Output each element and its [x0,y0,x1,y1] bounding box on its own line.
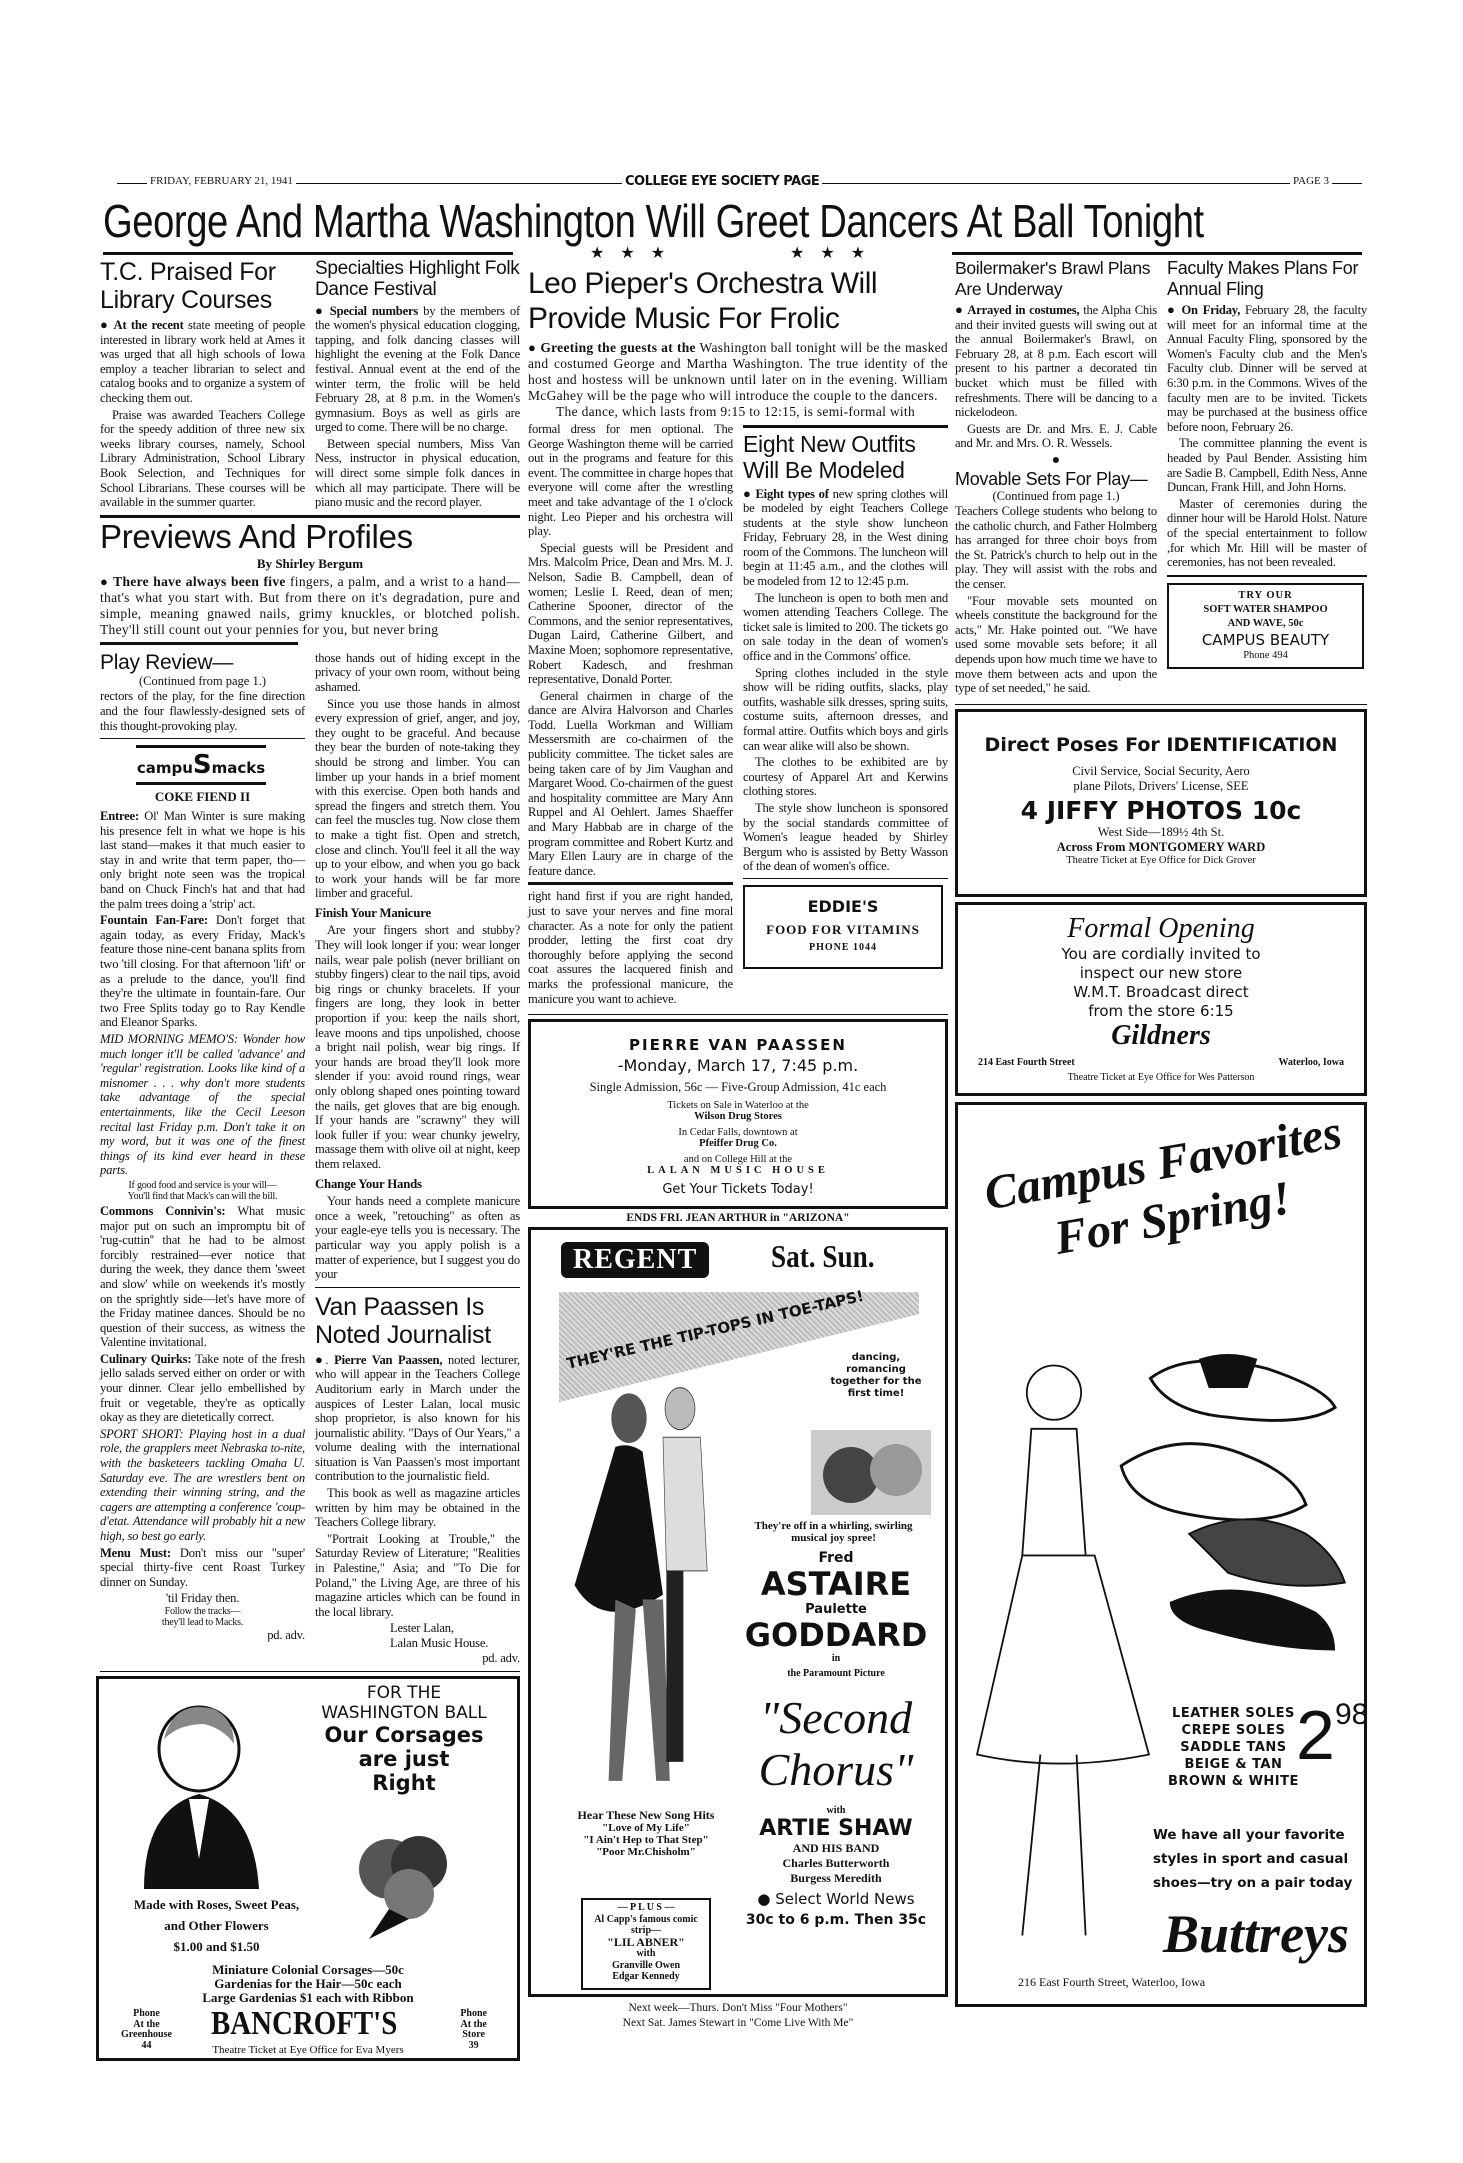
previews-p3: Your hands need a complete manicure once a week, "retouching" as often as your eagle-eye tells you is necessary. The particular way you apply polish is a matter of experience, but I suggest you do your [315,1194,520,1282]
buttreys-logo: Buttreys [1163,1903,1350,1964]
ends-friday-notice: ENDS FRI. JEAN ARTHUR in "ARIZONA" [626,1212,850,1225]
jiffy-addr: West Side—189½ 4th St. [1097,824,1225,839]
leo-lead: Greeting the guests at the [540,340,696,355]
regent-title1: "Second [759,1692,913,1744]
regent-with: with [826,1805,846,1817]
masthead-page: PAGE 3 [1290,175,1332,187]
bancroft-x2: Gardenias for the Hair—50c each [214,1976,402,1992]
regent-c2: Burgess Meredith [790,1871,882,1886]
jiffy-ticket: Theatre Ticket at Eye Office for Dick Grover [1066,854,1256,866]
movable-title: Movable Sets For Play— [955,468,1148,489]
column-two [315,651,520,1665]
ad-eddies [743,885,943,969]
previews-p2: Are your fingers short and stubby? They will look longer if you: wear longer nails, wear pale polish (never brilliant on stubby fingers) clear to the nail tips, avoid big rings or chunky bracelets. If your fingers are long, they look in better proportion if you: keep the nails short, leave moons and tips unpolished, choose a bright nail polish, wear big rings. If your hands are broad they'll look more slender if you: avoid round rings, wear only oblong shaped ones pointing toward the nails, get gloves that are big enough. If your hands are "scrawny" they will look fuller if you: wear chunky jewelry, massage them with olive oil at night, keep them relaxed. [315,923,520,1171]
regent-c1: Charles Butterworth [782,1856,890,1871]
column-six [1167,258,1367,669]
article-title: Specialties Highlight Folk Dance Festival [315,258,520,301]
nextweek-l1: Next week—Thurs. Don't Miss "Four Mothers" [628,2002,848,2015]
column-three [528,422,733,1008]
bancrofts-logo: BANCROFT'S [211,2005,398,2043]
bancroft-ticket: Theatre Ticket at Eye Office for Eva Myers [212,2044,404,2057]
masthead [117,175,1362,191]
leo-p-0: formal dress for men optional. The George Washington theme will be carried out in the programs and feature for this event. The committee in charge hopes that everyone will come after the wrestling meet and take advantage of the 1 o'clock night. Leo Pieper and his orchestra will play. [528,422,734,539]
folk-lead: Special numbers [329,303,419,318]
leo-wide2: The dance, which lasts from 9:15 to 12:15, is semi-formal with [556,404,916,419]
pvp_ad-l5: and on College Hill at the [683,1154,793,1166]
regent-plus1: Al Capp's famous comic strip— [594,1913,698,1937]
bancroft-h5: Right [372,1771,436,1796]
faculty-p-1: The committee planning the event is headed by Paul Bender. Assisting him are Sadie B. Campbell, Edith Ness, Anne Duncan, Frank Hill, and John Horns. [1167,436,1367,495]
outfits-p-3: The clothes to be exhibited are by courtesy of Apparel Art and Kerwins clothing stores. [743,755,948,799]
regent-plus2: "LIL ABNER" [607,1934,685,1949]
price [1296,1695,1369,1774]
ad-jiffy-photos [955,709,1367,897]
jiffy-title: Direct Poses For IDENTIFICATION [984,733,1338,756]
smacks-menu_l: Menu Must: [100,1545,171,1560]
previews-continued [315,651,520,1282]
leo-p-2: General chairmen in charge of the dance are Alvira Halvorson and Charles Todd. Luella Workman and William Messersmith are co-chairmen of the publicity committee. The ticket sales are being taken care of by Jim Vaughan and Margaret Wood. Co-chairmen of the guest and hospitality committee are Mary Ann Ruppel and Al Oehlert. James Shaeffer and Mary Habbab are in charge of the program committee and Robert Kurtz and Mary Ellen Laury are in charge of the feature dance. [528,688,733,878]
play-cont: (Continued from page 1.) [138,674,267,689]
bancroft-m3: $1.00 and $1.50 [173,1939,260,1955]
regent-in: in [831,1653,841,1665]
smacks-logo_a: campu [136,759,193,778]
regent-fred: Fred [818,1550,854,1567]
stars-left: ★ ★ ★ [590,245,672,262]
bancroft-lp3: Greenhouse [121,2029,172,2041]
buttreys-tag1: We have all your favorite [1153,1826,1345,1843]
buttreys-soles-0: LEATHER SOLES [1172,1705,1295,1721]
pvp_ad-date: -Monday, March 17, 7:45 p.m. [617,1056,859,1076]
play-p: rectors of the play, for the fine direction and the four flawlessly-designed sets of this thought-provoking play. [100,689,305,733]
beauty-name: CAMPUS BEAUTY [1201,630,1330,649]
right-columns [955,258,1367,2007]
bancroft-x3: Large Gardenias $1 each with Ribbon [202,1990,414,2006]
corsage-illustration [339,1824,469,1944]
girl-illustration [968,1335,1158,1975]
outfits-lead: Eight types of [755,486,829,501]
gildners-ticket: Theatre Ticket at Eye Office for Wes Patterson [1067,1071,1255,1083]
eddies-name: EDDIE'S [807,896,879,916]
banner-headline: George And Martha Washington Will Greet Dancers At Ball Tonight [103,195,1204,247]
vanp-title: Van Paassen Is Noted Journalist [315,1292,491,1349]
regent-songs-0: "Love of My Life" [602,1822,690,1835]
faculty-p-2: Master of ceremonies during the dinner hour will be Harold Holst. Nature of the special entertainment to follow ,for which Mr. Hill will be master of ceremonies, has not been revealed. [1167,496,1367,570]
movable-cont: (Continued from page 1.) [992,489,1120,504]
smacks-jingle2: You'll find that Mack's can will the bill. [127,1190,278,1202]
beauty-l3: AND WAVE, 50c [1227,617,1304,629]
ad-regent-theatre: REGENT Sat. Sun. THEY'RE THE TIP-TOPS IN TOE-TAPS! dancing, romancing together for the first time! They're off in a whirling, swirling musical joy spree! Fred ASTAIRE Paulette GODDARD in the Paramount Picture "Second Chorus" with ARTIE SHAW AND HIS BAND Charles Butterworth Burgess Meredith ● Select World News 30c to 6 p.m. Then 35c Hear These New Song Hits "Love of My Life" "I Ain't Hep to That Step" "Poor Mr.Chisholm" — P L U S — Al Capp's famous comic strip— "LIL ABNER" with Granville Owen Edgar Kennedy [528,1227,948,1997]
regent-plus: — P L U S — [617,1902,675,1914]
left-columns [100,258,520,2061]
regent-bubble: dancing, romancing together for the first time! [830,1352,922,1400]
folk-p-0: by the members of the women's physical education clogging, tapping, and folk dancing classes will highlight the evening at the Folk Dance festival. Annual event at the end of the winter term, the frolic will be held February 28, at 8 p.m. in the Women's gymnasium. Boys as well as girls are urged to come. There will be no charge. [315,303,520,435]
previews-title: Previews And Profiles [100,517,413,555]
smacks-memo_l: MID MORNING MEMO'S: [100,1032,238,1046]
jiffy-big: 4 JIFFY PHOTOS 10c [1020,795,1302,825]
ad-pierre-van-paassen [528,1019,948,1209]
jiffy-l2: plane Pilots, Drivers' License, SEE [1073,778,1249,793]
vanp-p-0: noted lecturer, who will appear in the Teachers College Auditorium early in March under the auspices of Lester Lalan, local music shop proprietor, is also known for his journalistic ability. "Days of Our Years," a volume dealing with the international situation is Van Paassen's most important contribution to the journalistic field. [315,1352,521,1484]
faculty-lead: On Friday, [1181,303,1241,317]
ad-bancrofts [96,1676,520,2061]
smacks-title: COKE FIEND II [154,789,251,805]
previews-lead: There have always been five [113,573,286,589]
article-eight-outfits: Eight New Outfits Will Be Modeled ● Eight types of new spring clothes will be modeled by eight Teachers College students at the style show luncheon Friday, February 28, in the West dining room of the Commons. The luncheon will begin at 11:45 a.m., and the clothes will be modeled from 12 to 12:45 p.m. The luncheon is open to both men and women attending Teachers College. The ticket sale is limited to 200. The tickets go on sale today in the dean of women's office and in the Commons' office. Spring clothes included in the style show will be riding outfits, slacks, play outfits, washable silk dresses, spring suits, costume suits, afternoon dresses, and formal attire. Outfits which boys and girls can wear alike will also be shown. The clothes to be exhibited are by courtesy of Apparel Art and Kerwins clothing stores. The style show luncheon is sponsored by the social standards committee of Women's league headed by Shirley Bergum who is assisted by Betty Wasson of the dean of women's office. [743,431,949,874]
plus-lil-abner-box [581,1898,711,1990]
article-faculty-fling: Faculty Makes Plans For Annual Fling ● On Friday, February 28, the faculty will meet for an informal time at the Annual Faculty Fling, sponsored by the Women's Faculty club and the Men's Faculty club. Dinner will be served at 6:30 p.m. in the Commons. Wives of the faculty men are to be invited. Tickets may be purchased at the business office before noon, February 26. The committee planning the event is headed by Paul Bender. Assisting him are Sadie B. Campbell, Edith Ness, Anne Duncan, Frank Hill, and John Horns. Master of ceremonies during the dinner hour will be Harold Holst. Nature of the special entertainment to follow ,for which Mr. Hill will be master of ceremonies, has not been revealed. [1167,258,1367,570]
gildners-city: Waterloo, Iowa [1278,1056,1344,1068]
beauty-phone: Phone 494 [1243,649,1288,661]
vanp-lead: Pierre Van Paassen, [334,1352,443,1367]
regent-plus5: Edgar Kennedy [612,1971,680,1983]
smacks-culinary: Take note of the fresh jello salads served either on order or with your dinner. Clear jello embellished by fruit or vegetable, they're as optically okay as they are dietetically correct. [100,1351,305,1425]
column-four [743,422,948,969]
outfits-p-2: Spring clothes included in the style show will be riding outfits, slacks, play outfits, washable silk dresses, spring suits, costume suits, afternoon dresses, and formal attire. Outfits which boys and girls can wear alike will also be shown. [743,665,948,753]
buttreys-soles-4: BROWN & WHITE [1168,1773,1299,1789]
smacks-commons: What music major put on such an impromptu bit of 'rug-cuttin'' that he had to be almost forcibly restrained—ever notice that during the week, they dance them 'sweet and slow' while on weekends it's mostly on the sprightly side—let's have more of the Friday matinee dances. Should be no question of their success, as witness the Valentine invitational. [100,1203,305,1350]
vanp-pd: pd. adv. [482,1650,520,1665]
smacks-fountain: Don't forget that again today, as every Friday, Mack's feature those nine-cent banana splits from two 'till closing. For that afternoon 'lift' or as a prelude to the dance, you'll find they're the ultimate in fountain-fare. Our two Free Splits today go to Ray Kendle and Eleanor Sparks. [100,913,305,1030]
bancroft-h1: FOR THE [366,1683,442,1704]
stars-right: ★ ★ ★ [790,245,872,262]
beauty-l1: TRY OUR [1238,589,1293,601]
regent-title2: Chorus" [758,1744,914,1796]
bancroft-h4: are just [358,1747,450,1772]
campus-favorites-script: Campus Favorites For Spring! [980,1105,1346,1265]
gildners-title: Formal Opening [1067,912,1255,944]
buttreys-soles-2: SADDLE TANS [1180,1739,1287,1755]
bancroft-rp1: Phone [460,2008,487,2020]
pvp_ad-l4: Pfeiffer Drug Co. [699,1138,777,1150]
pvp_ad-name: PIERRE VAN PAASSEN [629,1036,847,1055]
previews-intro: fingers, a palm, and a wrist to a hand—that's what you start with. But from there on it's degradation, pure and simple, meaning gnawed nails, grimy knuckles, or blotched polish. They'll still count out your pennies for you, but never bring [100,573,520,637]
smacks-menu: Don't miss our "super' special thirty-five cent Roast Turkey dinner on Sunday. [100,1545,305,1589]
tc-lead: At the recent [113,318,184,332]
vanp-p-2: "Portrait Looking at Trouble," the Saturday Review of Literature; "Realities in Palestine," Asia; and "To Die for Poland," the Living Age, are three of his magazine articles which can be found in the local library. [315,1531,520,1619]
gildners-l4: from the store 6:15 [1088,1001,1234,1020]
bancroft-lp4: 44 [141,2039,152,2051]
smacks-til: 'til Friday then. [165,1591,240,1606]
article-title: T.C. Praised For Library Courses [100,258,276,314]
previews-sub2: Change Your Hands [315,1176,422,1191]
nextweek-l2: Next Sat. James Stewart in "Come Live With Me" [622,2017,854,2030]
tc-p-1: Praise was awarded Teachers College for the speedy addition of three new six weeks library courses, namely, School Library Administration, School Library Book Selection, and Techniques for School Librarians. These courses will be available in the summer quarter. [100,407,305,510]
jiffy-across: Across From MONTGOMERY WARD [1056,839,1266,854]
bancroft-m1: Made with Roses, Sweet Peas, [133,1897,300,1913]
folk-p-1: Between special numbers, Miss Van Ness, instructor in physical education, will direct some simple folk dances in which all may participate. There will be piano music and the record player. [315,436,520,510]
smacks-follow1: Follow the tracks— [164,1605,241,1617]
faculty-title: Faculty Makes Plans For Annual Fling [1167,258,1359,299]
leo-intro: Washington ball tonight will be the masked and costumed George and Martha Washington. The true identity of the host and hostess will be unknown until later on in the evening. William McGahey will be the page who will introduce the couple to the dancers. [528,340,948,403]
regent-goddard: GODDARD [744,1616,928,1655]
gildners-l3: W.M.T. Broadcast direct [1073,982,1249,1001]
regent-astaire: ASTAIRE [760,1565,912,1604]
ad-buttreys [955,1102,1367,2007]
regent-news: Select World News [775,1890,915,1909]
smacks-sport: Playing host in a dual role, the grapplers meet Nebraska to-nite, with the basketeers tackling Omaha U. Saturday eve. The are wrestlers bent on extending their winning string, and the cagers are attempting a conference 'coup-d'etat. Attendance will probably hit a new high, so best go early. [100,1426,306,1543]
bancroft-h2: WASHINGTON BALL [321,1703,487,1724]
bancroft-rp2: At the [460,2018,487,2030]
bancroft-m2: and Other Flowers [164,1918,269,1934]
outfits-p-4: The style show luncheon is sponsored by the social standards committee of Women's league headed by Shirley Bergum who is assisted by Betty Wasson of the dean of women's office. [743,800,948,874]
smacks-commons_l: Commons Connivin's: [100,1203,226,1218]
george-washington-portrait [129,1699,269,1889]
leo-p-1: Special guests will be President and Mrs. Malcolm Price, Dean and Mrs. M. J. Nelson, Sadie B. Campbell, dean of women; Leslie I. Reed, dean of men; Catherine Spooner, director of the Commons, and the senior representatives, Dugan Laird, Catherine Gilbert, and Maxine Moen; sophomore representative, Robert Kadesch, and freshman representative, Donald Porter. [528,540,733,687]
gildners-l1: You are cordially invited to [1061,944,1261,963]
masthead-date: FRIDAY, FEBRUARY 21, 1941 [147,175,296,187]
bancroft-x1: Miniature Colonial Corsages—50c [212,1962,404,1978]
pvp_ad-admission: Single Admission, 56c — Five-Group Admission, 41c each [589,1080,887,1095]
smacks-logo_b: macks [211,759,266,778]
bancroft-h3: Our Corsages [324,1723,484,1748]
smacks-pd: pd. adv. [267,1627,305,1642]
article-folk-dance: Specialties Highlight Folk Dance Festival ● Special numbers by the members of the women's physical education clogging, tapping, and folk dancing classes will highlight the evening at the Folk Dance festival. Annual event at the end of the winter term, the frolic will be held February 28, at 8 p.m. in the Women's gymnasium. Boys as well as girls are urged to come. There will be no charge. Between special numbers, Miss Van Ness, instructor in physical education, will direct some simple folk dances in which all may participate. There will be piano music and the record player. [315,258,520,510]
buttreys-price_small: 98 [1334,1697,1369,1731]
column-five: Boilermaker's Brawl Plans Are Underway ● Arrayed in costumes, the Alpha Chis and their invited guests will swing out at the annual Boilermaker's Brawl, on February 28, at 8 p.m. Each escort will present to his partner a decorated tin bucket which must be filled with refreshments. There will be dancing to a nickelodeon. Guests are Dr. and Mrs. E. J. Cable and Mr. and Mrs. O. R. Wessels. ● Movable Sets For Play— (Continued from page 1.) Teachers College students who belong to the catholic church, and Father Holmberg has arranged for three choir boys from the St. Patrick's church to help out in the play. They will assist with the robs and the censer. "Four movable sets mounted on wheels constitute the background for the acts," Mr. Hake pointed out. "We have used some movable sets before; it all depends upon how much time we have to move them between acts and upon the type of set needed," he said. [955,258,1158,696]
middle-columns [528,266,948,2031]
leo-body [528,422,733,878]
eddies-line: FOOD FOR VITAMINS [766,921,920,937]
couple-portrait-photo [811,1430,931,1515]
regent-paramount: the Paramount Picture [787,1668,885,1680]
previews-intro: ● There have always been five fingers, a palm, and a wrist to a hand—that's what you start with. But from there on it's degradation, pure and simple, meaning gnawed nails, grimy knuckles, or blotched polish. They'll still count out your pennies for you, but never bring [100,573,520,637]
bancroft-lp2: At the [133,2018,160,2030]
boiler-p-1: Guests are Dr. and Mrs. E. J. Cable and Mr. and Mrs. O. R. Wessels. [955,421,1157,451]
regent-artie: ARTIE SHAW [759,1816,913,1842]
column-campus-smacks [100,651,305,1643]
boiler-title: Boilermaker's Brawl Plans Are Underway [955,258,1151,299]
next-week-notice [528,2001,948,2031]
leo-pieper-title: Leo Pieper's Orchestra Will Provide Music For Frolic [528,267,878,335]
buttreys-price_big: 2 [1296,1695,1335,1774]
smacks-memo: Wonder how much longer it'll be called 'advance' and 'regular' registration. Looks like kind of a misnomer . . . why don't more students take advantage of the special entertainments, like the Cecil Leeson recital last Friday p.m. Don't take it on my word, but it was one of the finest things of its kind ever heard in these parts. [100,1032,305,1178]
dancing-couple-photo [561,1380,731,1800]
previews-end [528,889,733,1006]
article-van-paassen: Van Paassen Is Noted Journalist ●. Pierre Van Paassen, noted lecturer, who will appear in the Teachers College Auditorium early in March under the auspices of Lester Lalan, local music shop proprietor, is also known for his journalistic ability. "Days of Our Years," a volume dealing with the international situation is Van Paassen's most important contribution to the journalistic field. This book as well as magazine articles written by him may be obtained in the Teachers College library. "Portrait Looking at Trouble," the Saturday Review of Literature; "Realities in Palestine," Asia; and "To Die for Poland," the Living Age, are three of his magazine articles which can be found in the local library. Lester Lalan, Lalan Music House. pd. adv. [315,1292,521,1665]
regent-days: Sat. Sun. [771,1238,875,1275]
article-boilermakers-brawl: Boilermaker's Brawl Plans Are Underway ● Arrayed in costumes, the Alpha Chis and their invited guests will swing out at the annual Boilermaker's Brawl, on February 28, at 8 p.m. Each escort will present to his partner a decorated tin bucket which must be filled with refreshments. There will be dancing to a nickelodeon. Guests are Dr. and Mrs. E. J. Cable and Mr. and Mrs. O. R. Wessels. [955,258,1158,451]
movable-p-1: "Four movable sets mounted on wheels constitute the background for the acts," Mr. Hake pointed out. "We have used some movable sets before; it all depends upon how much time we have to move them between acts and upon the type of set needed," he said. [955,593,1157,696]
ad-campus-beauty [1167,583,1364,669]
eddies-phone: PHONE 1044 [808,941,878,953]
previews-sub1: Finish Your Manicure [315,905,431,920]
buttreys-tag3: shoes—try on a pair today [1153,1874,1353,1891]
buttreys-soles-3: BEIGE & TAN [1184,1756,1283,1772]
smacks-culinary_l: Culinary Quirks: [100,1351,192,1366]
previews-p4: right hand first if you are right handed, just to save your nerves and fine moral character. As a note for only the patient prodder, letting the first coat dry thoroughly before applying the second coat assures the lacquered finish and marks the professional manicure, the manicure you want to achieve. [528,889,733,1006]
smacks-sport_l: SPORT SHORT: [100,1426,184,1441]
pvp_ad-l2: Wilson Drug Stores [694,1111,782,1123]
regent-logo: REGENT [561,1242,709,1278]
smacks-logo_s: S [192,750,212,781]
tc-p-0: state meeting of people interested in library work held at Ames it was urged that all high schools of Iowa employ a teacher librarian to select and catalog books and to organize a system of checking them out. [100,318,305,405]
regent-paulette: Paulette [805,1602,867,1618]
movable-p-0: Teachers College students who belong to the catholic church, and Father Holmberg has arranged for three choir boys from the St. Patrick's church to help out in the play. They will assist with the robs and the censer. [955,504,1157,592]
regent-plus4: Granville Owen [611,1959,681,1971]
previews-p-1: Since you use those hands in almost every expression of grief, anger, and joy, they ought to be graceful. And because they bear the burden of note-taking they should be strong and limber. You can limber up your hands in a brief moment with this exercise. Open both hands and spread the fingers and stretch them. You can feel the muscles tug. Now close them to make a tight fist. Open and stretch, close and clinch. You'll feel it all the way up to your elbow, and when you go back to work your hands will be far more limber and graceful. [315,696,520,901]
bancroft-rp3: Store [462,2029,485,2041]
previews-p-0: those hands out of hiding except in the privacy of your own room, without being ashamed. [315,650,520,694]
regent-songs-1: "I Ain't Hep to That Step" [583,1834,709,1847]
bancroft-lp1: Phone [133,2008,160,2020]
smacks-fountain_l: Fountain Fan-Fare: [100,913,208,928]
smacks-follow2: they'll lead to Macks. [161,1616,244,1628]
buttreys-soles-1: CREPE SOLES [1181,1722,1286,1738]
smacks-entree: Ol' Man Winter is sure making his presence felt in what we hope is his last stand—makes it that much easier to stay in and write that term paper, tho—only bright note seen was the tropical band on Chuck Finch's hat and that had the palm trees doing a 'strip' act. [100,809,306,911]
boiler-lead: Arrayed in costumes, [967,303,1080,317]
jiffy-l1: Civil Service, Social Security, Aero [1072,763,1250,778]
gildners-name: Gildners [1111,1019,1211,1051]
article-tc-library: T.C. Praised For Library Courses ● At the recent state meeting of people interested in library work held at Ames it was urged that all high schools of Iowa employ a teacher librarian to select and catalog books and to organize a system of checking them out. Praise was awarded Teachers College for the speedy addition of three new six weeks library courses, namely, School Library Administration, School Library Book Selection, and Techniques for School Librarians. These courses will be available in the summer quarter. [100,258,305,510]
outfits-p-1: The luncheon is open to both men and women attending Teachers College. The ticket sale is limited to 200. The tickets go on sale today in the dean of women's office and in the Commons' office. [743,590,948,664]
outfits-p-0: new spring clothes will be modeled by eight Teachers College students at the style show luncheon Friday, February 28, in the West dining room of the Commons. The luncheon will begin at 11:45 a.m., and the clothes will be modeled from 12 to 12:45 p.m. [743,486,949,589]
smacks-entree_l: Entree: [100,809,139,824]
vanp-sig1: Lester Lalan, [390,1621,454,1636]
buttreys-tag2: styles in sport and casual [1153,1850,1349,1867]
boiler-p-0: the Alpha Chis and their invited guests will swing out at the annual Boilermaker's Brawl, on February 28, at 8 p.m. Each escort will present to his partner a decorated tin bucket which must be filled with refreshments. There will be dancing to a nickelodeon. [955,303,1158,420]
vanp-p-1: This book as well as magazine articles written by him may be obtained in the Teachers College library. [315,1486,520,1530]
outfits-title: Eight New Outfits Will Be Modeled [743,431,916,483]
pvp_ad-l6: LALAN MUSIC HOUSE [647,1165,829,1177]
regent-plus3: with [636,1948,656,1960]
beauty-l2: SOFT WATER SHAMPOO [1203,603,1328,615]
bancroft-rp4: 39 [468,2039,479,2051]
regent-banner: THEY'RE THE TIP-TOPS IN TOE-TAPS! [564,1286,866,1373]
regent-songs-2: "Poor Mr.Chisholm" [596,1846,696,1859]
regent-price: 30c to 6 p.m. Then 35c [745,1912,927,1929]
ad-gildners [955,902,1367,1096]
gildners-l2: inspect our new store [1079,963,1243,982]
masthead-section: COLLEGE EYE SOCIETY PAGE [622,174,822,189]
campus-smacks-logo [136,745,266,785]
regent-songs_h: Hear These New Song Hits [577,1808,715,1823]
buttreys-addr: 216 East Fourth Street, Waterloo, Iowa [1018,1974,1206,1989]
leo-intro: ● Greeting the guests at the Washington ball tonight will be the masked and costumed George and Martha Washington. The true identity of the host and hostess will be unknown until later on in the evening. William McGahey will be the page who will introduce the couple to the dancers. The dance, which lasts from 9:15 to 12:15, is semi-formal with [528,340,948,419]
previews-byline: By Shirley Bergum [256,555,364,571]
regent-band: AND HIS BAND [792,1841,880,1856]
pvp_ad-l3: In Cedar Falls, downtown at [678,1127,798,1139]
regent-spree: They're off in a whirling, swirling musical joy spree! [754,1520,913,1545]
article-movable-sets [955,469,1157,696]
pvp_ad-l1: Tickets on Sale in Waterloo at the [667,1100,809,1112]
gildners-addr: 214 East Fourth Street [978,1056,1075,1068]
smacks-jingle1: If good food and service is your will— [128,1179,277,1191]
pvp_ad-cta: Get Your Tickets Today! [662,1182,814,1198]
vanp-sig2: Lalan Music House. [390,1636,489,1651]
play-review-title: Play Review— [100,650,233,674]
faculty-p-0: February 28, the faculty will meet for an informal time at the Annual Faculty Fling, sponsored by the Women's Faculty club and the Men's Faculty club. Dinner will be served at 6:30 p.m. in the Commons. Wives of the faculty men are to be invited. Tickets may be purchased at the business office before noon, February 26. [1167,303,1367,434]
